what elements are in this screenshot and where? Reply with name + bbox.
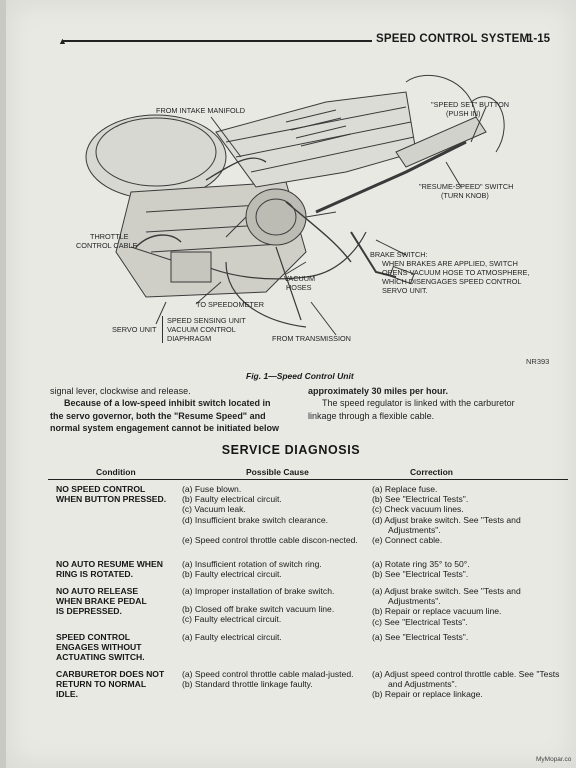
row-1-cause-d: (d) Insufficient brake switch clearance.: [182, 514, 329, 525]
label-resume-speed-turn-knob: (TURN KNOB): [441, 191, 489, 200]
row-2-condition: [56, 559, 181, 579]
row-3-correction-a: (a) Adjust brake switch. See "Tests and Adjustments".: [372, 586, 521, 607]
left-text-line-3: the servo governor, both the "Resume Speed" and: [50, 410, 266, 421]
table-header-rule: [48, 479, 568, 480]
row-5-cause-a: (a) Speed control throttle cable malad-justed.: [182, 669, 354, 679]
section-header-title: SPEED CONTROL SYSTEM: [376, 33, 530, 45]
right-text-line-2: The speed regulator is linked with the carburetor: [322, 398, 515, 409]
row-2-cause-b: (b) Faulty electrical circuit.: [182, 569, 282, 580]
row-1-condition: [56, 484, 181, 504]
row-3-cause-spacer: [182, 596, 372, 604]
label-vacuum-control: VACUUM CONTROL: [167, 325, 236, 334]
label-resume-speed-switch: "RESUME-SPEED" SWITCH: [419, 182, 514, 191]
servo-unit-bracket: [162, 316, 246, 343]
row-3-condition-line-3: IS DEPRESSED.: [56, 606, 122, 617]
row-3-condition-line-1: NO AUTO RELEASE: [56, 586, 139, 596]
row-2-correction-b: (b) See "Electrical Tests".: [372, 569, 469, 580]
row-4-condition-line-2: ENGAGES WITHOUT: [56, 642, 142, 653]
row-3-cause-c: (c) Faulty electrical circuit.: [182, 614, 282, 625]
right-column-text: [308, 385, 570, 422]
row-4-condition-line-1: SPEED CONTROL: [56, 632, 131, 642]
row-1-correction: [372, 484, 567, 545]
left-text-line-2: Because of a low-speed inhibit switch located in: [64, 398, 271, 409]
right-text-line-1: approximately 30 miles per hour.: [308, 386, 449, 396]
row-2-condition-line-2: RING IS ROTATED.: [56, 569, 134, 580]
label-speed-set-push-in: (PUSH IN): [446, 109, 481, 118]
page-corner-mark: ▲: [58, 36, 67, 46]
row-1-cause-b: (b) Faulty electrical circuit.: [182, 494, 282, 505]
row-3-cause: [182, 586, 372, 625]
label-brake-switch: BRAKE SWITCH:: [370, 250, 428, 259]
label-brake-switch-line3: OPENS VACUUM HOSE TO ATMOSPHERE,: [382, 268, 530, 277]
speed-control-figure: [76, 62, 546, 362]
label-brake-switch-line4: WHICH DISENGAGES SPEED CONTROL: [382, 277, 522, 286]
site-watermark: MyMopar.co: [536, 756, 572, 763]
row-4-cause: [182, 632, 372, 642]
row-1-correction-a: (a) Replace fuse.: [372, 484, 438, 494]
row-1-correction-d: (d) Adjust brake switch. See "Tests and Adjustments".: [372, 514, 521, 535]
label-vacuum: VACUUM: [284, 274, 316, 283]
row-4-condition: [56, 632, 181, 663]
label-control-cable: CONTROL CABLE: [76, 241, 138, 250]
row-2-correction-a: (a) Rotate ring 35° to 50°.: [372, 559, 470, 569]
label-brake-switch-line2: WHEN BRAKES ARE APPLIED, SWITCH: [382, 259, 518, 268]
row-1-condition-line-2: WHEN BUTTON PRESSED.: [56, 494, 167, 505]
row-5-condition-line-2: RETURN TO NORMAL: [56, 679, 147, 690]
label-brake-switch-line5: SERVO UNIT.: [382, 286, 428, 295]
row-1-condition-line-1: NO SPEED CONTROL: [56, 484, 146, 494]
row-2-cause-a: (a) Insufficient rotation of switch ring.: [182, 559, 322, 569]
label-from-transmission: FROM TRANSMISSION: [272, 334, 351, 343]
label-speed-sensing-unit: SPEED SENSING UNIT: [167, 316, 246, 325]
row-1-cause-e: (e) Speed control throttle cable discon-nected.: [182, 534, 358, 545]
row-4-correction: [372, 632, 567, 642]
row-1-cause-a: (a) Fuse blown.: [182, 484, 242, 494]
row-2-cause: [182, 559, 372, 579]
column-header-correction: Correction: [410, 467, 453, 477]
row-2-correction: [372, 559, 567, 579]
row-3-condition: [56, 586, 181, 617]
figure-code: NR393: [526, 357, 550, 366]
label-throttle: THROTTLE: [90, 232, 129, 241]
row-4-condition-line-3: ACTUATING SWITCH.: [56, 652, 145, 663]
row-4-correction-a: (a) See "Electrical Tests".: [372, 632, 469, 642]
right-text-line-3: linkage through a flexible cable.: [308, 410, 435, 421]
page-number: 1-15: [527, 33, 551, 45]
row-5-condition: [56, 669, 181, 700]
row-3-condition-line-2: WHEN BRAKE PEDAL: [56, 596, 147, 607]
row-5-correction-a: (a) Adjust speed control throttle cable. See "Tests and Adjustments".: [372, 669, 560, 690]
column-header-condition: Condition: [96, 467, 136, 477]
row-3-cause-a: (a) Improper installation of brake switch.: [182, 586, 335, 596]
row-2-condition-line-1: NO AUTO RESUME WHEN: [56, 559, 163, 569]
row-5-condition-line-1: CARBURETOR DOES NOT: [56, 669, 165, 679]
row-3-correction-b: (b) Repair or replace vacuum line.: [372, 606, 502, 617]
row-1-correction-e: (e) Connect cable.: [372, 535, 443, 546]
row-1-cause: [182, 484, 372, 545]
label-from-intake-manifold: FROM INTAKE MANIFOLD: [156, 106, 246, 115]
row-5-condition-line-3: IDLE.: [56, 689, 78, 700]
row-5-correction-b: (b) Repair or replace linkage.: [372, 689, 483, 700]
row-4-cause-a: (a) Faulty electrical circuit.: [182, 632, 282, 642]
manual-page: [6, 0, 576, 768]
label-to-speedometer: TO SPEEDOMETER: [196, 300, 264, 309]
left-text-line-4: normal system engagement cannot be initiated below: [50, 423, 280, 434]
row-1-correction-b: (b) See "Electrical Tests".: [372, 494, 469, 505]
row-5-correction: [372, 669, 567, 700]
row-1-cause-c: (c) Vacuum leak.: [182, 504, 246, 515]
row-5-cause-b: (b) Standard throttle linkage faulty.: [182, 679, 313, 690]
label-hoses: HOSES: [286, 283, 312, 292]
left-text-line-1: signal lever, clockwise and release.: [50, 386, 191, 396]
figure-caption: Fig. 1—Speed Control Unit: [246, 371, 354, 381]
row-3-cause-b: (b) Closed off brake switch vacuum line.: [182, 604, 335, 615]
label-servo-unit: SERVO UNIT: [112, 325, 157, 334]
left-column-text: [50, 385, 305, 435]
label-diaphragm: DIAPHRAGM: [167, 334, 212, 343]
column-header-possible-cause: Possible Cause: [246, 467, 309, 477]
header-rule: [62, 40, 372, 42]
row-1-cause-spacer: [182, 525, 372, 535]
row-5-cause: [182, 669, 372, 689]
row-3-correction-c: (c) See "Electrical Tests".: [372, 616, 468, 627]
row-1-correction-c: (c) Check vacuum lines.: [372, 504, 464, 515]
label-speed-set-button: "SPEED SET" BUTTON: [431, 100, 510, 109]
service-diagnosis-title: SERVICE DIAGNOSIS: [221, 443, 361, 457]
row-3-correction: [372, 586, 567, 627]
